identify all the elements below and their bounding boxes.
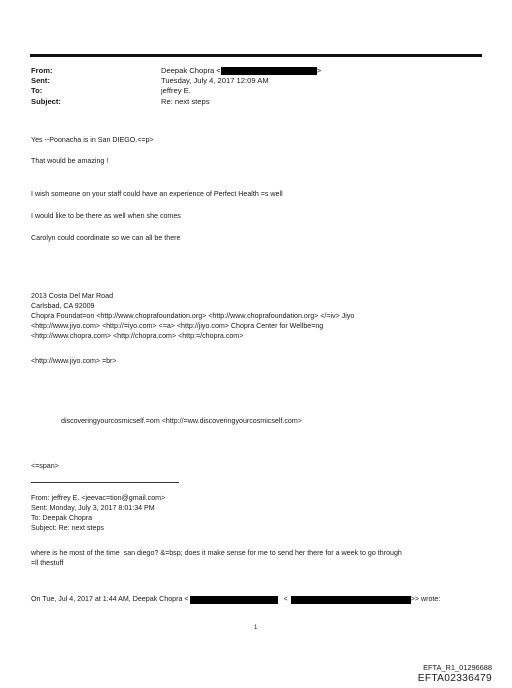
document-id-large: EFTA02336479 <box>417 673 492 684</box>
quoted-question-2: =ll thestuff <box>31 559 64 567</box>
page-number: 1 <box>254 625 258 631</box>
quoted-from: From: jeffrey E. <jeevac=tion@gmail.com> <box>31 494 166 502</box>
sent-label: Sent: <box>31 76 50 86</box>
quoted-sent: Sent: Monday, July 3, 2017 8:01:34 PM <box>31 504 155 512</box>
signature-links-4: <http://www.jiyo.com> =br> <box>31 357 117 365</box>
body-line-5: Carolyn could coordinate so we can all be there <box>31 234 181 242</box>
to-label: To: <box>31 86 43 96</box>
from-label: From: <box>31 66 53 75</box>
on-wrote-suffix: >> wrote: <box>410 595 441 603</box>
signature-links-1: Chopra Foundat=on <http://www.choprafoundation.org> <http://www.choprafoundation.org> </=iv> Jiyo <box>31 312 355 320</box>
signature-address-1: 2013 Costa Del Mar Road <box>31 292 114 300</box>
to-row <box>31 86 321 96</box>
redaction-box <box>221 67 317 75</box>
subject-row <box>31 97 321 107</box>
subject-label: Subject: <box>31 96 61 106</box>
body-line-1: Yes --Poonacha is in San DIEGO.<=p> <box>31 136 154 144</box>
redaction-box <box>291 596 411 604</box>
email-header <box>31 66 321 107</box>
body-line-4: I would like to be there as well when she comes <box>31 212 181 220</box>
span-tag-text: <=span> <box>31 462 59 470</box>
from-row <box>31 66 321 76</box>
signature-address-2: Carlsbad, CA 92009 <box>31 302 95 310</box>
from-value <box>161 66 321 76</box>
on-wrote-line <box>31 595 440 605</box>
sent-value: Tuesday, July 4, 2017 12:09 AM <box>161 76 269 86</box>
body-line-3: I wish someone on your staff could have an experience of Perfect Health =s well <box>31 190 283 198</box>
from-suffix: > <box>316 66 322 75</box>
body-line-2: That would be amazing ! <box>31 157 109 165</box>
quoted-subject: Subject: Re: next steps <box>31 524 104 532</box>
to-value: jeffrey E. <box>161 86 191 96</box>
quoted-question-1: where is he most of the time san diego? &=bsp; does it make sense for me to send her there for a week to go through <box>31 549 402 557</box>
sent-row <box>31 76 321 86</box>
on-wrote-prefix: On Tue, Jul 4, 2017 at 1:44 AM, Deepak Chopra < <box>31 595 189 603</box>
header-rule <box>30 54 482 57</box>
redaction-box <box>190 596 278 604</box>
signature-cosmic-link: discoveringyourcosmicself.=om <http://=ww.discoveringyourcosmicself.com> <box>61 417 302 425</box>
subject-value: Re: next steps <box>161 96 210 106</box>
on-wrote-mid: < <box>283 595 288 603</box>
from-name: Deepak Chopra < <box>161 66 221 75</box>
signature-links-2: <http://www.jiyo.com> <http://=iyo.com> <=a> <http://jiyo.com> Chopra Center for Wellbe=ng <box>31 322 324 330</box>
signature-links-3: <http://www.chopra.com> <http://chopra.com> <http:=/chopra.com> <box>31 332 244 340</box>
quote-separator <box>31 482 179 483</box>
document-id-small: EFTA_R1_01296688 <box>423 663 492 672</box>
quoted-to: To: Deepak Chopra <box>31 514 93 522</box>
